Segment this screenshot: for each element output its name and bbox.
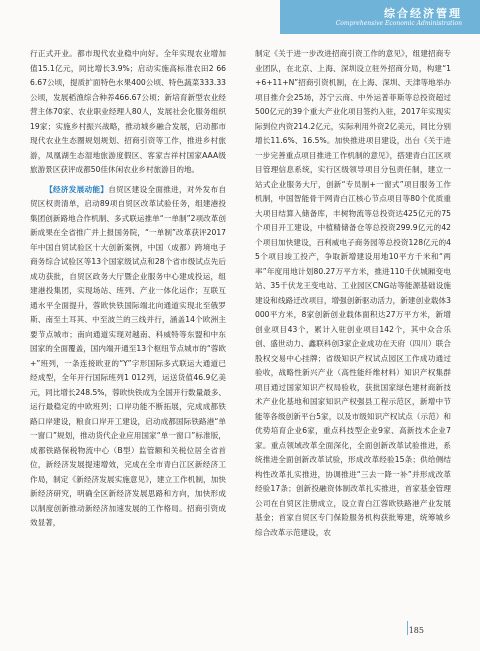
left-paragraph-2-text: 自贸区建设全面推进，对外发布自贸区权责清单，启动89项自贸区改革试验任务，组建港投集团创新路地合作机制、多式联运推单“一单制”2项改革创新成果在全省推广并上报国务院，“一单制”改革获评2017年中国自贸试验区十大创新案例，中国（成都）跨境电子商务综合试验区等13个国家级试点和28个省市级试点先后成功获批，自贸区政务大厅暨企业服务中心建成投运，组建港投集团，实现场站、班列、产业一体化运作；互联互通水平全面提升，蓉欧快铁国际端北向通道实现北至俄罗斯、南至土耳其、中至波兰的三线并行，涵盖14个欧洲主要节点城市；南向通道实现对越南、科威特等东盟和中东国家的全面覆盖，国内端开通至13个枢纽节点城市的“蓉欧+”班列，一条连接欧亚的“Y”字形国际多式联运大通道已经成型，全年开行国际班列1 012列，运送货值46.9亿美元，同比增长248.5%，蓉欧快铁成为全国开行数量最多、运行最稳定的中欧班列；口岸功能不断拓展，完成成都铁路口岸建设，粮食口岸开工建设，启动成都国际铁路港“单一窗口”规划，推动货代企业应用国家“单一窗口”标准版，成都铁路保税物流中心（B型）监管额和关税位居全省首位，新经济发展提速增效，完成在全市青白江区新经济工作局，制定《新经济发展实施意见》，建立工作机制，加快新经济研究，明确全区新经济发展思路和方向，加快形成以制度创新推动新经济加速发展的工作格局。招商引资成效显著， <box>30 184 227 527</box>
page-number: 185 <box>408 626 424 635</box>
left-column <box>30 47 226 531</box>
right-column <box>255 47 451 540</box>
left-paragraph-2 <box>30 183 226 531</box>
section-tag-economic-momentum: 【经济发展动能】 <box>45 184 109 194</box>
header-band <box>280 0 480 34</box>
right-paragraph-1: 制定《关于进一步改进招商引资工作的意见》，组建招商专业团队，在北京、上海、深圳设立驻外招商分局，构建“1+6+11+N”招商引资机制，在上海、深圳、天津等地举办项目推介会25场，苏宁云商、中外运普菲斯等总投资超过500亿元的39个重大产业化项目签约入驻，2017年实现实际到位内资214.2亿元，实际利用外资2亿美元，同比分别增长11.6%、16.5%。加快推进项目建设，出台《关于进一步完善重点项目推进工作机制的意见》，搭建青白江区项目管理信息系统，实行区级领导项目分包责任制，建立一站式企业服务大厅，创新“专员制+一窗式”项目服务工作机制，中国智能骨干网青白江核心节点项目等80个优质重大项目结算入储备库，丰树物流等总投资达425亿元的75个项目开工建设，中植精储备仓等总投资299.9亿元的42个项目加快建设，百利威电子商务园等总投资128亿元的45个项目竣工投产，争取新增建设用地10平方千米和“两率”年度用地计划80.27万平方米，推进110千伏城厢变电站、35千伏龙王变电站、工业园区CNG站等能源基础设施建设和线路迁改项目，增强创新驱动活力，新建创业载体3 000平方米，8家创新创业载体面积达27万平方米，新增创业项目43个，累计入驻创业项目142个，其中众合乐创、盛世动力、鑫联科创3家企业成功在天府（四川）联合股权交易中心挂牌；省级知识产权试点园区工作成功通过验收，战略性新兴产业（高性能纤维材料）知识产权集群项目通过国家知识产权局验收，获批国家绿色建材商新技术产业化基地和国家知识产权强县工程示范区，新增中节能等各级创新平台5家，以及市级知识产权试点（示范）和优势培育企业6家，重点科技型企业9家、高新技术企业7家。重点领域改革全面深化，全面创新改革试验推进，系统推进全面创新改革试验，形成改革经验15条；供给侧结构性改革扎实推进，协调推进“三去一降一补”并形成改革经验17条；创新投融资体制改革扎实推进，首家基金管理公司在自贸区注册成立，设立青白江蓉欧铁路港产业发展基金；首家自贸区专门保险服务机构获批筹建，统筹城乡综合改革示范建设，农 <box>255 49 451 537</box>
header-subtitle: Comprehensive Economic Administration <box>335 20 462 27</box>
left-paragraph-1: 行正式开业。都市现代农业稳中向好。全年实现农业增加值15.1亿元，同比增长3.9%；启动实施高标准农田2 666.67公顷，提质扩面特色水果400公顷、特色蔬菜333.33公顷，发展稻渔综合种养466.67公顷；新培育新型农业经营主体70家、农业职业经理人80人，发展社会化服务组织19家；实施乡村振兴战略，推动城乡融合发展，启动都市现代农业生态圈规划规划、招商引资等工作，推进乡村旅游，凤凰湖生态湿地旅游度假区、客家吉祥村国家AAA级旅游景区获评成都50佳休闲农业乡村旅游目的地。 <box>30 49 226 174</box>
header-title: 综合经济管理 <box>384 7 462 20</box>
